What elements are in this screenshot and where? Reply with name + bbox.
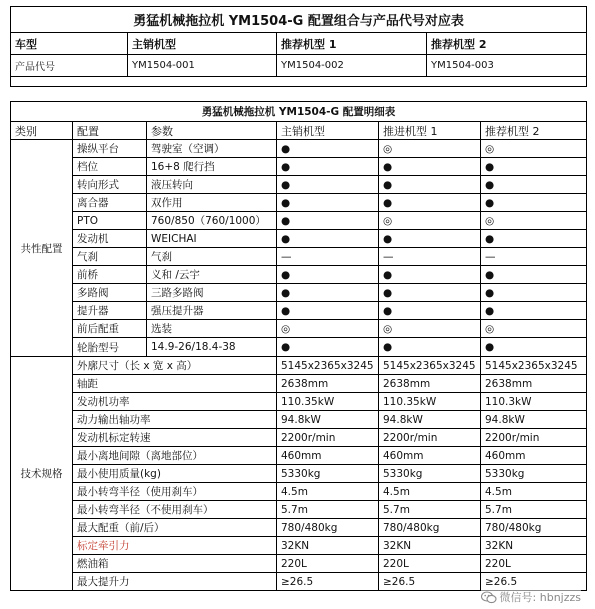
mark-main: ●: [277, 230, 379, 248]
row-param: 双作用: [147, 194, 277, 212]
table-row: [11, 284, 587, 302]
spec-rec1: 110.35kW: [379, 393, 481, 411]
mark-rec1: ●: [379, 338, 481, 357]
category-spec: 技术规格: [11, 357, 73, 591]
header-main-model: 主销机型: [128, 33, 277, 55]
spec-rec2: ≥26.5: [481, 573, 587, 591]
spec-name: 外廓尺寸（长 x 宽 x 高）: [73, 357, 277, 375]
row-config: PTO: [73, 212, 147, 230]
table-row: [11, 302, 587, 320]
spec-name: 最大提升力: [73, 573, 277, 591]
mark-main: ●: [277, 338, 379, 357]
row-param: 义和 /云宇: [147, 266, 277, 284]
table-row: [11, 519, 587, 537]
spec-main: 5145x2365x3245: [277, 357, 379, 375]
table-row: [11, 375, 587, 393]
mark-rec1: ◎: [379, 320, 481, 338]
mark-rec2: —: [481, 248, 587, 266]
mark-rec1: ●: [379, 176, 481, 194]
row-param: 16+8 爬行挡: [147, 158, 277, 176]
table-row: [11, 357, 587, 375]
mark-rec1: —: [379, 248, 481, 266]
spec-main: 220L: [277, 555, 379, 573]
mark-main: ●: [277, 212, 379, 230]
mark-rec1: ●: [379, 158, 481, 176]
header-advance-model-1: 推进机型 1: [379, 122, 481, 140]
mark-main: ●: [277, 140, 379, 158]
spec-main: 5330kg: [277, 465, 379, 483]
wechat-watermark: [481, 589, 581, 605]
table-row: [11, 555, 587, 573]
mark-rec2: ●: [481, 158, 587, 176]
spec-rec2: 220L: [481, 555, 587, 573]
mark-main: ●: [277, 158, 379, 176]
mark-rec1: ●: [379, 266, 481, 284]
row-param: 液压转向: [147, 176, 277, 194]
table-row: [11, 320, 587, 338]
spec-rec1: 780/480kg: [379, 519, 481, 537]
spec-rec1: 460mm: [379, 447, 481, 465]
header-rec-model-2: 推荐机型 2: [427, 33, 587, 55]
row-param: 14.9-26/18.4-38: [147, 338, 277, 357]
config-detail-table: [10, 101, 587, 591]
spec-rec1: 4.5m: [379, 483, 481, 501]
mark-main: ●: [277, 194, 379, 212]
config-code-table: [10, 6, 587, 87]
table-row: [11, 248, 587, 266]
spec-main: 110.35kW: [277, 393, 379, 411]
table-row: [11, 501, 587, 519]
mark-rec2: ●: [481, 338, 587, 357]
spec-rec1: 5.7m: [379, 501, 481, 519]
spec-main: 460mm: [277, 447, 379, 465]
spacer-row: [11, 77, 587, 87]
spec-rec2: 32KN: [481, 537, 587, 555]
header-vehicle-type: 车型: [11, 33, 128, 55]
table-row: [11, 140, 587, 158]
table-row: [11, 411, 587, 429]
row-config: 多路阀: [73, 284, 147, 302]
spec-name: 动力输出轴功率: [73, 411, 277, 429]
table-row: [11, 447, 587, 465]
spec-rec2: 780/480kg: [481, 519, 587, 537]
spec-rec2: 460mm: [481, 447, 587, 465]
table-row: [11, 573, 587, 591]
row-param: 气刹: [147, 248, 277, 266]
mark-rec1: ●: [379, 230, 481, 248]
spec-rec2: 2638mm: [481, 375, 587, 393]
spec-main: 2200r/min: [277, 429, 379, 447]
table-row: [11, 537, 587, 555]
spec-name: 最小转弯半径（使用刹车）: [73, 483, 277, 501]
row-config: 前后配重: [73, 320, 147, 338]
table-row: [11, 176, 587, 194]
mark-main: —: [277, 248, 379, 266]
spec-rec1: 5330kg: [379, 465, 481, 483]
product-code-label: 产品代号: [11, 55, 128, 77]
mark-rec1: ●: [379, 194, 481, 212]
row-config: 轮胎型号: [73, 338, 147, 357]
row-param: 760/850（760/1000）: [147, 212, 277, 230]
row-config: 操纵平台: [73, 140, 147, 158]
table-row: [11, 393, 587, 411]
spec-rec2: 5330kg: [481, 465, 587, 483]
spec-name: 最小使用质量(kg): [73, 465, 277, 483]
row-param: 三路多路阀: [147, 284, 277, 302]
spec-rec1: 2638mm: [379, 375, 481, 393]
spec-name: 轴距: [73, 375, 277, 393]
row-param: 强压提升器: [147, 302, 277, 320]
spec-rec2: 2200r/min: [481, 429, 587, 447]
spec-rec1: 5145x2365x3245: [379, 357, 481, 375]
row-param: 驾驶室（空调）: [147, 140, 277, 158]
table-row: [11, 338, 587, 357]
product-code-rec1: YM1504-002: [277, 55, 427, 77]
product-code-main: YM1504-001: [128, 55, 277, 77]
mark-rec2: ◎: [481, 320, 587, 338]
product-code-rec2: YM1504-003: [427, 55, 587, 77]
watermark-text: 微信号: hbnjzzs: [499, 591, 581, 604]
table1-title: 勇猛机械拖拉机 YM1504-G 配置组合与产品代号对应表: [11, 7, 587, 33]
mark-rec2: ●: [481, 194, 587, 212]
table2-title: 勇猛机械拖拉机 YM1504-G 配置明细表: [11, 102, 587, 122]
header-rec-model-2: 推荐机型 2: [481, 122, 587, 140]
header-main-model: 主销机型: [277, 122, 379, 140]
spec-rec1: 220L: [379, 555, 481, 573]
mark-rec2: ●: [481, 230, 587, 248]
spec-name: 最小离地间隙（离地部位）: [73, 447, 277, 465]
spec-rec2: 4.5m: [481, 483, 587, 501]
spec-main: 780/480kg: [277, 519, 379, 537]
mark-rec2: ●: [481, 266, 587, 284]
spec-rec2: 5.7m: [481, 501, 587, 519]
spec-name: 发动机标定转速: [73, 429, 277, 447]
table-row: [11, 483, 587, 501]
mark-main: ●: [277, 284, 379, 302]
mark-rec2: ◎: [481, 212, 587, 230]
spec-name: 发动机功率: [73, 393, 277, 411]
mark-main: ◎: [277, 320, 379, 338]
spec-rec1: 32KN: [379, 537, 481, 555]
spec-main: 2638mm: [277, 375, 379, 393]
mark-rec1: ●: [379, 302, 481, 320]
row-config: 发动机: [73, 230, 147, 248]
row-config: 离合器: [73, 194, 147, 212]
mark-rec1: ◎: [379, 212, 481, 230]
spec-name: 最小转弯半径（不使用刹车）: [73, 501, 277, 519]
mark-main: ●: [277, 176, 379, 194]
spec-rec1: ≥26.5: [379, 573, 481, 591]
row-param: 选装: [147, 320, 277, 338]
wechat-icon: [481, 591, 497, 604]
mark-rec2: ●: [481, 176, 587, 194]
mark-rec1: ◎: [379, 140, 481, 158]
spec-name: 最大配重（前/后）: [73, 519, 277, 537]
header-param: 参数: [147, 122, 277, 140]
row-config: 提升器: [73, 302, 147, 320]
row-config: 档位: [73, 158, 147, 176]
header-config: 配置: [73, 122, 147, 140]
mark-rec2: ●: [481, 284, 587, 302]
spec-rec1: 94.8kW: [379, 411, 481, 429]
spec-main: 4.5m: [277, 483, 379, 501]
spec-rec2: 5145x2365x3245: [481, 357, 587, 375]
spec-main: ≥26.5: [277, 573, 379, 591]
spec-main: 5.7m: [277, 501, 379, 519]
table-row: [11, 429, 587, 447]
mark-rec2: ◎: [481, 140, 587, 158]
table-row: [11, 465, 587, 483]
mark-rec2: ●: [481, 302, 587, 320]
spec-rec2: 110.3kW: [481, 393, 587, 411]
mark-main: ●: [277, 302, 379, 320]
header-rec-model-1: 推荐机型 1: [277, 33, 427, 55]
table-row: [11, 194, 587, 212]
table-row: [11, 266, 587, 284]
row-config: 转向形式: [73, 176, 147, 194]
spec-main: 94.8kW: [277, 411, 379, 429]
spec-main: 32KN: [277, 537, 379, 555]
mark-main: ●: [277, 266, 379, 284]
row-config: 气刹: [73, 248, 147, 266]
row-param: WEICHAI: [147, 230, 277, 248]
mark-rec1: ●: [379, 284, 481, 302]
category-common: 共性配置: [11, 140, 73, 357]
spec-name-traction: 标定牵引力: [73, 537, 277, 555]
header-category: 类别: [11, 122, 73, 140]
row-config: 前桥: [73, 266, 147, 284]
spec-rec1: 2200r/min: [379, 429, 481, 447]
spec-name: 燃油箱: [73, 555, 277, 573]
table-row: [11, 230, 587, 248]
table-row: [11, 212, 587, 230]
spec-rec2: 94.8kW: [481, 411, 587, 429]
table-row: [11, 158, 587, 176]
